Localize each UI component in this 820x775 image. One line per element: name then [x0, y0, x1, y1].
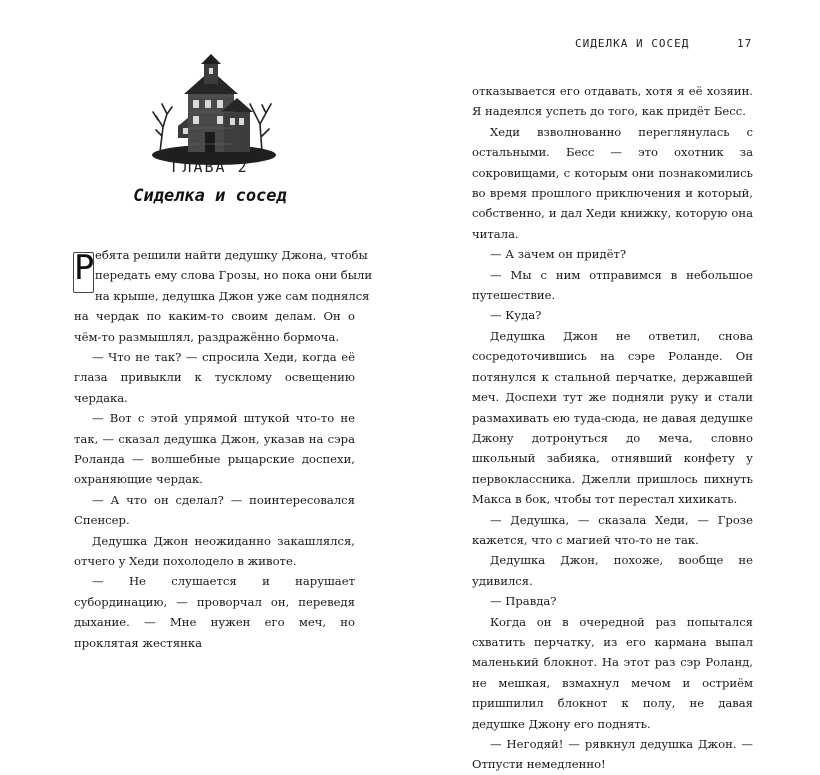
paragraph: — Мы с ним отправимся в небольшое путешествие.: [472, 267, 753, 303]
paragraph: отказывается его отдавать, хотя я её хозяин. Я надеялся успеть до того, как придёт Бесс.: [472, 84, 753, 119]
paragraph: — Негодяй! — рявкнул дедушка Джон. — Отпусти немедленно!: [472, 737, 753, 772]
paragraph: — Что не так? — спросила Хеди, когда её глаза привыкли к тусклому освещению чердака.: [74, 349, 355, 405]
paragraph: — А зачем он придёт?: [490, 247, 627, 262]
paragraph: — Правда?: [490, 594, 557, 609]
paragraph: Когда он в очередной раз попытался схватить перчатку, из его кармана выпал маленький блокнот. На этот раз сэр Роланд, не мешкая, взмахнул мечом и остриём пришпилил блокнот к полу, не давая дедушке Джону его поднять.: [472, 614, 753, 731]
right-body-text: [472, 81, 753, 775]
haunted-house-icon: [150, 52, 278, 168]
paragraph: — Дедушка, — сказала Хеди, — Грозе кажется, что с магией что-то не так.: [472, 512, 753, 547]
left-body-text: [74, 245, 373, 653]
chapter-title: Сиделка и сосед: [133, 186, 287, 206]
paragraph: Дедушка Джон неожиданно закашлялся, отчего у Хеди похолодело в животе.: [74, 533, 355, 569]
first-line: ебята решили найти дедушку Джона, чтобы: [95, 248, 368, 262]
dropcap-line-3: на крыше, дедушка Джон уже сам поднялся: [95, 288, 370, 303]
chapter-label: ГЛАВА 2: [171, 158, 249, 176]
paragraph: Хеди взволнованно переглянулась с остальными. Бесс — это охотник за сокровищами, с которым они познакомились во время прошлого приключения и который, собственно, и дал Хеди книжку, которую она читала.: [472, 124, 753, 241]
paragraph: Дедушка Джон, похоже, вообще не удивился.: [472, 553, 753, 588]
paragraph: Дедушка Джон не ответил, снова сосредоточившись на сэре Роланде. Он потянулся к стальной перчатке, державшей меч. Доспехи тут же подняли руку и стали размахивать ею туда-сюда, не давая дедушке Джону дотронуться до меча, словно школьный забияка, отнявший конфету у первоклассника. Джелли пришлось пихнуть Макса в бок, чтобы тот перестал хихикать.: [472, 328, 753, 507]
paragraph: — А что он сделал? — поинтересовался Спенсер.: [74, 492, 355, 528]
dropcap-letter: Р: [74, 248, 95, 288]
dropcap-line-2: передать ему слова Грозы, но пока они были: [95, 268, 373, 283]
paragraph: — Вот с этой упрямой штукой что-то не так, — сказал дедушка Джон, указав на сэра Роланда — волшебные рыцарские доспехи, охраняющие чердак.: [74, 411, 355, 487]
running-title: СИДЕЛКА И СОСЕД: [575, 37, 690, 50]
page-number: 17: [737, 37, 753, 50]
paragraph: — Не слушается и нарушает субординацию, — проворчал он, переведя дыхание. — Мне нужен его меч, но проклятая жестянка: [74, 574, 355, 650]
paragraph: — Куда?: [490, 308, 542, 323]
first-paragraph-tail: на чердак по каким-то своим делам. Он о чём-то размышлял, раздражённо бормоча.: [74, 309, 355, 344]
